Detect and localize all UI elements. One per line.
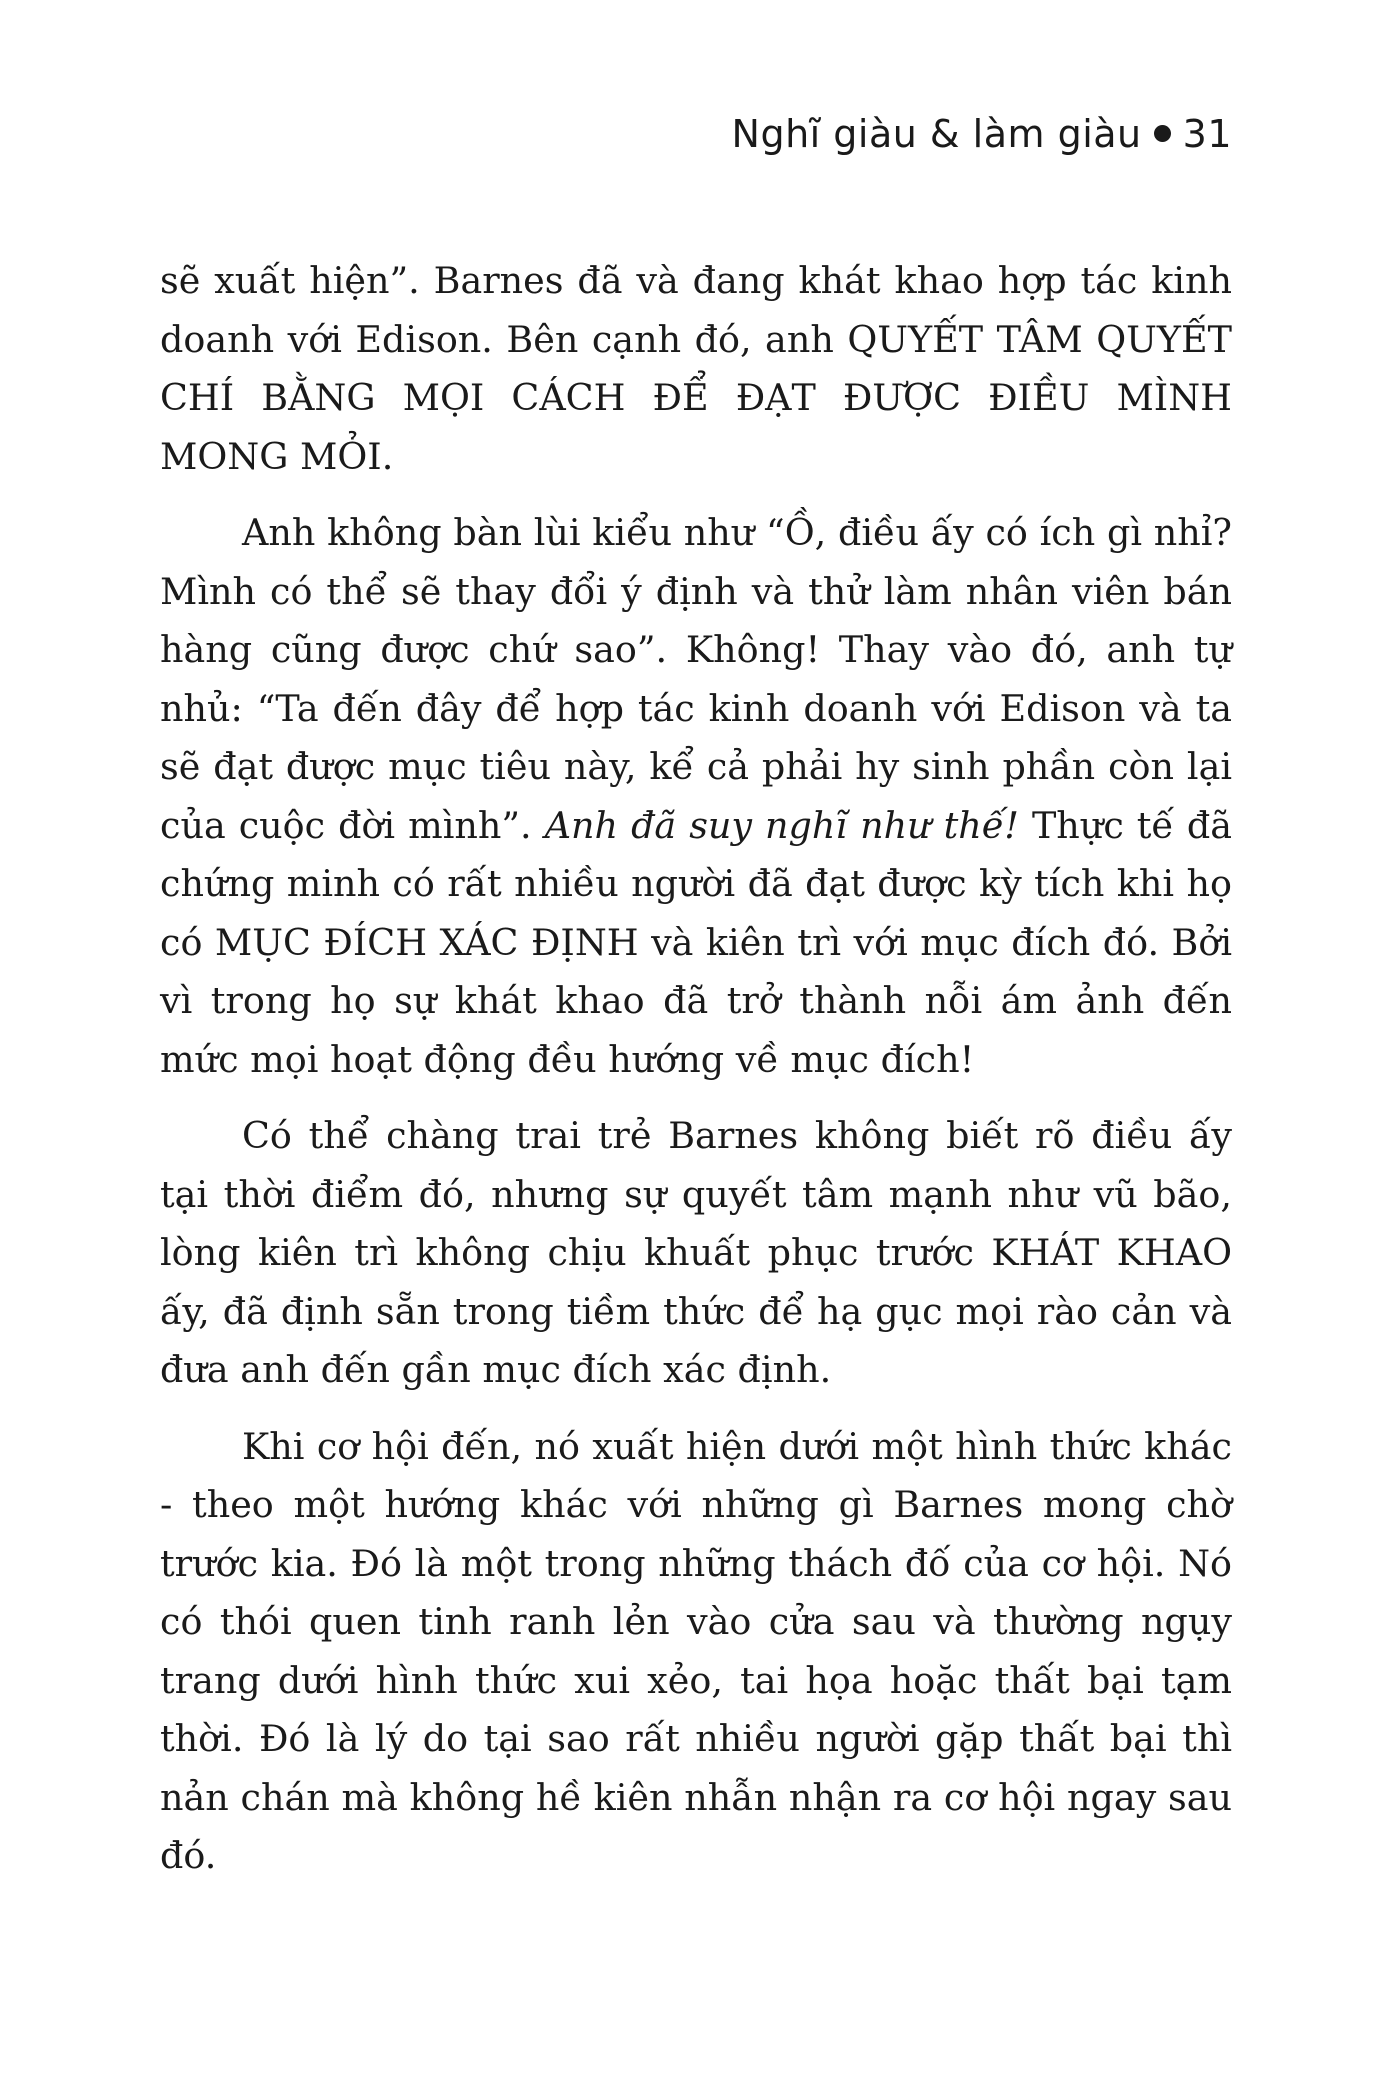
paragraph-3: Có thể chàng trai trẻ Barnes không biết rõ điều ấy tại thời điểm đó, nhưng sự quyết tâm mạnh như vũ bão, lòng kiên trì không chịu khuất phục trước KHÁT KHAO ấy, đã định sẵn trong tiềm thức để hạ gục mọi rào cản và đưa anh đến gần mục đích xác định. [160, 1114, 1232, 1391]
paragraph-4: Khi cơ hội đến, nó xuất hiện dưới một hình thức khác - theo một hướng khác với những gì Barnes mong chờ trước kia. Đó là một trong những thách đố của cơ hội. Nó có thói quen tinh ranh lẻn vào cửa sau và thường ngụy trang dưới hình thức xui xẻo, tai họa hoặc thất bại tạm thời. Đó là lý do tại sao rất nhiều người gặp thất bại thì nản chán mà không hề kiên nhẫn nhận ra cơ hội ngay sau đó. [160, 1424, 1232, 1877]
running-header [732, 112, 1232, 156]
paragraph-1: sẽ xuất hiện”. Barnes đã và đang khát khao hợp tác kinh doanh với Edison. Bên cạnh đó, anh QUYẾT TÂM QUYẾT CHÍ BẰNG MỌI CÁCH ĐỂ ĐẠT ĐƯỢC ĐIỀU MÌNH MONG MỎI. [160, 259, 1232, 478]
paragraph-2-italic: Anh đã suy nghĩ như thế! [544, 803, 1019, 847]
bullet-separator-icon [1154, 125, 1171, 142]
body-text [160, 252, 1232, 1904]
paragraph-2-part-b: Thực tế đã chứng minh có rất nhiều người đã đạt được kỳ tích khi họ có MỤC ĐÍCH XÁC ĐỊNH và kiên trì với mục đích đó. Bởi vì trong họ sự khát khao đã trở thành nỗi ám ảnh đến mức mọi hoạt động đều hướng về mục đích! [160, 803, 1233, 1081]
paragraph-2 [160, 504, 1232, 1089]
page-number: 31 [1182, 112, 1232, 156]
book-title: Nghĩ giàu & làm giàu [731, 112, 1142, 156]
paragraph-2-part-a: Anh không bàn lùi kiểu như “Ồ, điều ấy có ích gì nhỉ? Mình có thể sẽ thay đổi ý định và thử làm nhân viên bán hàng cũng được chứ sao”. Không! Thay vào đó, anh tự nhủ: “Ta đến đây để hợp tác kinh doanh với Edison và ta sẽ đạt được mục tiêu này, kể cả phải hy sinh phần còn lại của cuộc đời mình”. [160, 511, 1232, 847]
